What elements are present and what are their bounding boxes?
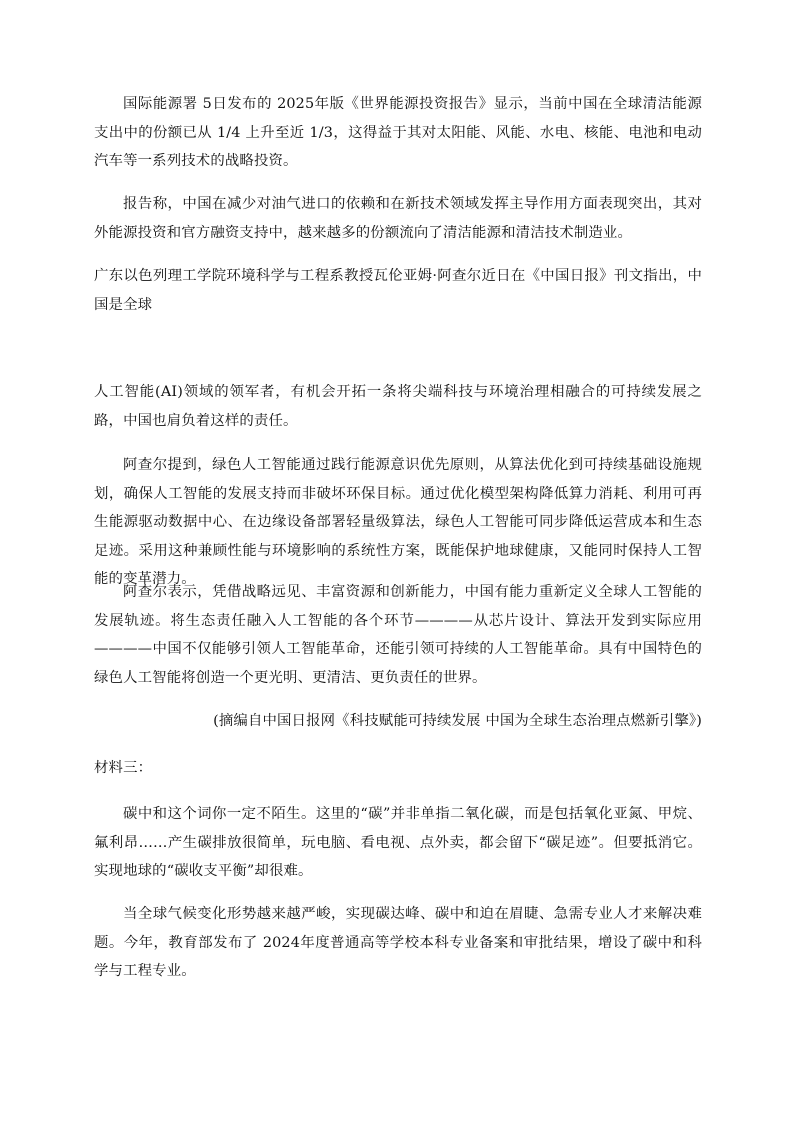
source-citation: (摘编自中国日报网《科技赋能可持续发展 中国为全球生态治理点燃新引擎》): [213, 713, 702, 729]
paragraph-ai-leadership: 人工智能(AI)领域的领军者，有机会开拓一条将尖端科技与环境治理相融合的可持续发展之路，中国也肩负着这样的责任。: [94, 384, 702, 429]
paragraph-carbon-neutrality: 碳中和这个词你一定不陌生。这里的“碳”并非单指二氧化碳，而是包括氧化亚氮、甲烷、氟利昂……产生碳排放很简单，玩电脑、看电视、点外卖，都会留下“碳足迹”。但要抵消它。实现地球的“碳收支平衡”却很难。: [94, 806, 702, 879]
section-heading-material-three: 材料三：: [94, 760, 153, 776]
paragraph-achar-statement: 阿查尔表示，凭借战略远见、丰富资源和创新能力，中国有能力重新定义全球人工智能的发展轨迹。将生态责任融入人工智能的各个环节————从芯片设计、算法开发到实际应用————中国不仅能够引领人工智能革命，还能引领可持续的人工智能革命。具有中国特色的绿色人工智能将创造一个更光明、更清洁、更负责任的世界。: [94, 584, 702, 686]
paragraph-new-major: 当全球气候变化形势越来越严峻，实现碳达峰、碳中和迫在眉睫、急需专业人才来解决难题。今年，教育部发布了 2024年度普通高等学校本科专业备案和审批结果，增设了碳中和科学与工程专业。: [94, 906, 702, 979]
paragraph-green-ai-principles: 阿查尔提到，绿色人工智能通过践行能源意识优先原则，从算法优化到可持续基础设施规划，确保人工智能的发展支持而非破坏环保目标。通过优化模型架构降低算力消耗、利用可再生能源驱动数据中心、在边缘设备部署轻量级算法，绿色人工智能可同步降低运营成本和生态足迹。采用这种兼顾性能与环境影响的系统性方案，既能保护地球健康，又能同时保持人工智能的变革潜力。: [94, 457, 702, 587]
paragraph-report-findings: 报告称，中国在减少对油气进口的依赖和在新技术领域发挥主导作用方面表现突出，其对外能源投资和官方融资支持中，越来越多的份额流向了清洁能源和清洁技术制造业。: [94, 196, 702, 241]
paragraph-professor-article-start: 广东以色列理工学院环境科学与工程系教授瓦伦亚姆·阿查尔近日在《中国日报》刊文指出，中国是全球: [94, 268, 702, 313]
paragraph-energy-investment-report: 国际能源署 5日发布的 2025年版《世界能源投资报告》显示，当前中国在全球清洁能源支出中的份额已从 1/4 上升至近 1/3，这得益于其对太阳能、风能、水电、核能、电池和电动汽车等一系列技术的战略投资。: [94, 96, 702, 169]
